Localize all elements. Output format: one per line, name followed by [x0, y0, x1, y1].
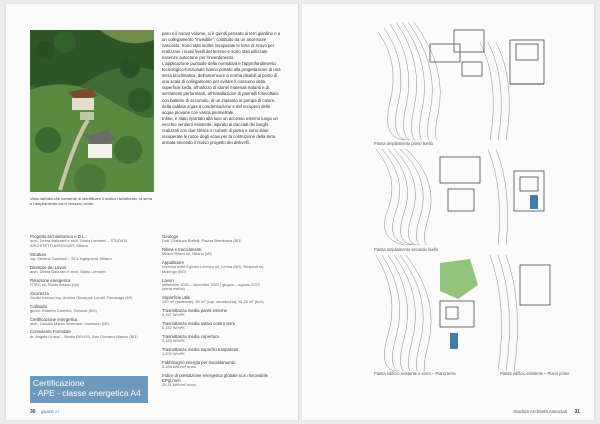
- credit-value: 1,200 W/m²K: [162, 351, 185, 357]
- credit-value: 5,189 kWh/m² anno: [162, 364, 196, 370]
- credit-label: Lavori: [162, 277, 174, 283]
- credit-item: [30, 317, 140, 327]
- page-number: 31: [574, 409, 580, 415]
- body-paragraph: paro e il nuovo volume, si è quindi pensato ai terri giardino e a un collegamento "invisibile", costituito da un ascensore nascosto. Sono stati inoltre recuperate le terre di scavo per realizzare i nuovi livelli del terreno e sono stati utilizzate essenze autoctone per l'inverdimento.: [162, 31, 281, 61]
- left-footer: [30, 409, 59, 415]
- credit-label: Rilievi e tracciamenti: [162, 246, 202, 252]
- credit-item: [162, 278, 272, 292]
- credit-value: settembre 2021 – dicembre 2022 | giugno – agosto 2023 (serra estiva): [162, 281, 260, 292]
- right-page: [302, 4, 594, 420]
- credits-column-2: [162, 234, 272, 391]
- credit-item: [162, 360, 272, 370]
- plan-caption: Pianta edificio esistente – Piano primo: [500, 371, 570, 376]
- plan-caption: Pianta edificio esistente e serra – Piano terra: [374, 371, 456, 376]
- credit-value: Milano Rilievi srl, Milano (MI): [162, 251, 212, 257]
- credit-label: Relazione energetica: [30, 277, 71, 283]
- credit-item: [162, 234, 272, 244]
- credit-value: ing. Stefano Caloisari – SCL ingegneria, Milano: [30, 255, 112, 261]
- credit-value: Studio tecnico ing. Andrea Giuseppe Lonati, Paesbago (MI): [30, 294, 133, 300]
- credit-item: [162, 295, 272, 305]
- plan-caption: Pianta ampliamento secondo livello: [374, 247, 439, 252]
- credit-value: 0,183 W/m²K: [162, 338, 185, 344]
- floor-plan-1: [370, 22, 574, 140]
- article-body: [162, 31, 282, 146]
- credit-label: Indice di prestazione energetica globale non rinnovabile EPgl,nren: [162, 373, 269, 384]
- credit-label: Superficie utile: [162, 295, 191, 301]
- credit-label: Progetto architettonico e D.L.:: [30, 234, 87, 239]
- credit-value: 0,152 W/m²K: [162, 325, 185, 331]
- credit-item: [30, 265, 140, 275]
- issue-number: 27: [54, 409, 60, 414]
- magazine-name: guaro: [40, 409, 54, 414]
- credit-label: Appaltatore: [162, 259, 184, 265]
- credit-label: Direttore dei Lavori: [30, 264, 67, 270]
- credit-item: [30, 291, 140, 301]
- footer-text: Studio3 Architetti Associati: [513, 409, 568, 414]
- certification-box: [30, 376, 148, 403]
- credit-item: [30, 278, 140, 288]
- page-number: 30: [30, 409, 36, 415]
- credit-value: dr. Angelo Grassi – Studio DRYOS, San Giovanni Bianco (BG): [30, 333, 138, 339]
- credit-item: [162, 247, 272, 257]
- cert-title: Certificazione: [33, 378, 85, 388]
- credit-item: [162, 260, 272, 274]
- plan-caption: Pianta ampliamento primo livello: [374, 141, 433, 146]
- body-paragraph: L'applicazione puntuale della normativa e l'approfondimento tecnologico-funzionale hanno portato alla progettazione di una serra bioclimatica, dell'ascensore a norma disabili al posto di una scala di collegamento per evitare il consumo della superficie lorda, all'utilizzo di idonei materiali isolanti e di serramenti performanti, all'installazione di pannelli fotovoltaici con batterie di accumulo, di un impianto in pompa di calore, della caldaia a gas a condensazione e del recupero delle acque piovane con vasca perimetrale.: [162, 61, 281, 115]
- credit-value: 0,157 W/m²K: [162, 312, 185, 318]
- credit-item: [162, 347, 272, 357]
- credit-item: [30, 252, 140, 262]
- credit-label: Fabbisogno energia per riscaldamento: [162, 360, 236, 366]
- floor-plan-2: [370, 149, 574, 245]
- credit-label: Strutture: [30, 251, 47, 257]
- credit-value: 150 m² (esistente), 80 m² (sup. accessoria), 61,25 m² (box): [162, 299, 264, 305]
- credit-item: [162, 321, 272, 331]
- credit-label: Sicurezza: [30, 290, 49, 296]
- credit-label: Trasmittanza media solaio contro terra: [162, 321, 236, 327]
- body-paragraph: Infine, è stato riportato alla luce un accesso esterno lungo un vecchio sentiero esistente, ispirato ai tracciati dei borghi realizzati con due strisce in cubetti di pietra e sono state recuperate le rocce degli scavi per la costruzione della terra armata secondo il nuovo progetto dei dislivelli.: [162, 115, 278, 145]
- credit-item: [162, 308, 272, 318]
- credit-value: Impresa edile Egman Lorenzo srl, Lenna (BG), Respedi srl, Moiengo (BG): [162, 264, 265, 274]
- aerial-photo: [30, 30, 154, 192]
- credit-value: arch. Debra Baluzani e arch. Mario Lemorini – STUDIO3 ARCHITETTI ASSOCIATI, Milano: [30, 238, 128, 248]
- credit-value: arch. Debra Baluzani e arch. Mario Lemorini: [30, 268, 107, 274]
- credit-label: Trasmittanza media superfici trasparenti: [162, 347, 239, 353]
- right-footer: [513, 409, 580, 415]
- credit-value: geom. Roberto Carenini, Sorisole (BG): [30, 307, 97, 313]
- photo-caption: Vista dall'alto che consente di identificare il rustico ristrutturato, la serra e l'ampliamento con il terrazzo verde.: [30, 196, 153, 207]
- left-page: [6, 4, 299, 420]
- credit-label: Trasmittanza media copertura: [162, 334, 219, 340]
- credit-item: [162, 373, 272, 388]
- credit-value: GTEC srl, Busto Arsizio (VA): [30, 281, 80, 287]
- credit-label: Consulente Forestale: [30, 329, 71, 335]
- credit-item: [30, 234, 140, 248]
- credit-label: Geologo: [162, 234, 179, 239]
- credit-value: 29,31 kWh/m² anno: [162, 382, 196, 388]
- credits-column-1: [30, 234, 140, 342]
- credit-label: Certificazione energetica: [30, 316, 78, 322]
- cert-subtitle: - APE - classe energetica A4: [33, 388, 141, 398]
- credit-item: [162, 334, 272, 344]
- credit-value: Dott. Gianluca Boffelli, Piazza Brembana (BG): [162, 238, 242, 244]
- credit-label: Collaudo: [30, 303, 47, 309]
- magazine-spread: [6, 4, 594, 420]
- credit-value: arch. Claudio Marco Invernizzi, Inverumo (MI): [30, 320, 109, 326]
- credit-label: Trasmittanza media pareti esterne: [162, 308, 228, 314]
- credit-item: [30, 304, 140, 314]
- floor-plan-3: [370, 255, 574, 371]
- credit-item: [30, 329, 140, 339]
